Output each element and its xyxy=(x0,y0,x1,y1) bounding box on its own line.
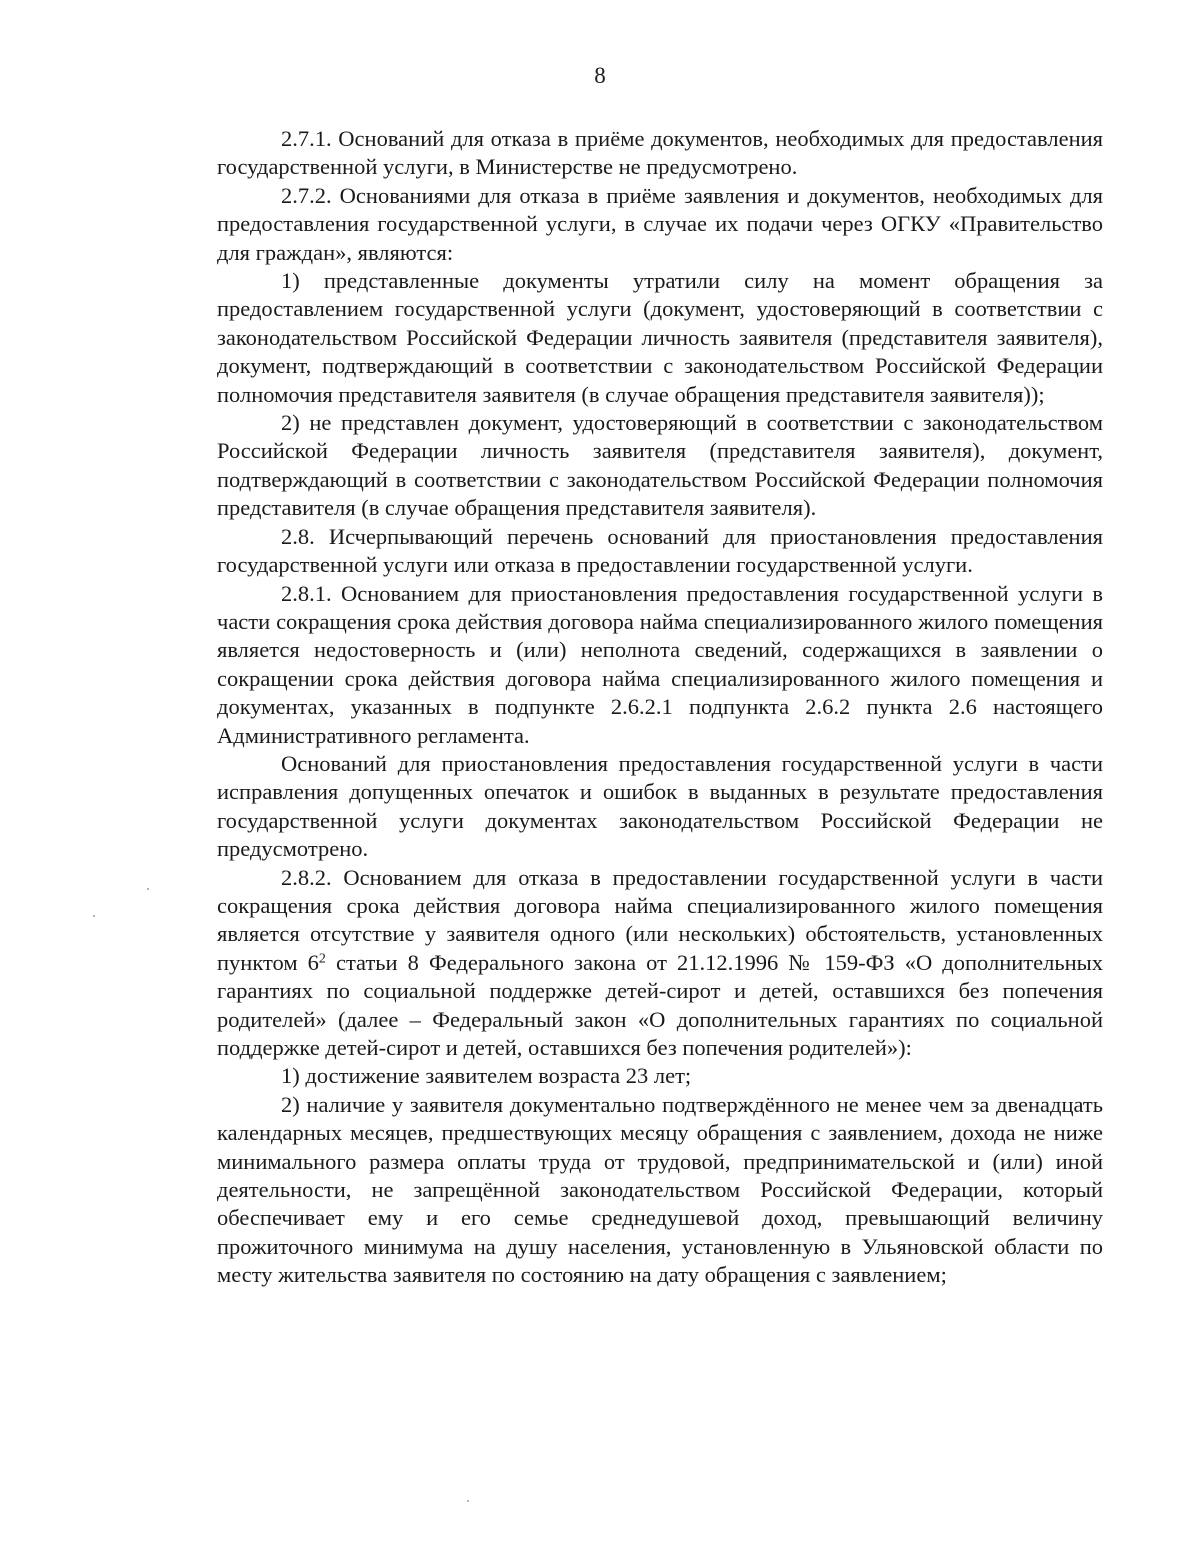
paragraph-2-7-2: 2.7.2. Основаниями для отказа в приёме заявления и документов, необходимых для предоставления государственной услуги, в случае их подачи через ОГКУ «Правительство для граждан», являются: xyxy=(217,182,1103,265)
scan-speck xyxy=(93,915,95,917)
paragraph-2-8-1: 2.8.1. Основанием для приостановления предоставления государственной услуги в части сокращения срока действия договора найма специализированного жилого помещения является недостоверность и (или) неполнота сведений, содержащихся в заявлении о сокращении срока действия договора найма специализированного жилого помещения и документах, указанных в подпункте 2.6.2.1 подпункта 2.6.2 пункта 2.6 настоящего Административного регламента. xyxy=(217,580,1103,748)
scan-speck xyxy=(147,888,149,890)
paragraph-2-8: 2.8. Исчерпывающий перечень оснований для приостановления предоставления государственной услуги или отказа в предоставлении государственной услуги. xyxy=(217,523,1103,578)
paragraph-2-8-2 xyxy=(217,864,1103,1063)
condition-item-2: 2) наличие у заявителя документально подтверждённого не менее чем за двенадцать календарных месяцев, предшествующих месяцу обращения с заявлением, дохода не ниже минимального размера оплаты труда от трудовой, предпринимательской и (или) иной деятельности, не запрещённой законодательством Российской Федерации, который обеспечивает ему и его семье среднедушевой доход, превышающий величину прожиточного минимума на душу населения, установленную в Ульяновской области по месту жительства заявителя по состоянию на дату обращения с заявлением; xyxy=(217,1091,1103,1288)
condition-item-1: 1) достижение заявителем возраста 23 лет; xyxy=(281,1063,692,1089)
document-body xyxy=(217,125,1103,1290)
paragraph-2-8-2-text-b: статьи 8 Федерального закона от 21.12.1996 № 159-ФЗ «О дополнительных гарантиях по социальной поддержке детей-сирот и детей, оставшихся без попечения родителей» (далее – Федеральный закон «О дополнительных гарантиях по социальной поддержке детей-сирот и детей, оставшихся без попечения родителей»): xyxy=(217,949,1103,1060)
list-item-1: 1) представленные документы утратили силу на момент обращения за предоставлением государственной услуги (документ, удостоверяющий в соответствии с законодательством Российской Федерации личность заявителя (представителя заявителя), документ, подтверждающий в соответствии с законодательством Российской Федерации полномочия представителя заявителя (в случае обращения представителя заявителя)); xyxy=(217,268,1103,407)
page-number: 8 xyxy=(594,63,606,88)
superscript-2: 2 xyxy=(318,951,326,967)
paragraph-2-7-1: 2.7.1. Оснований для отказа в приёме документов, необходимых для предоставления государственной услуги, в Министерстве не предусмотрено. xyxy=(217,126,1103,180)
scan-speck xyxy=(467,1500,469,1502)
list-item-2: 2) не представлен документ, удостоверяющий в соответствии с законодательством Российской Федерации личность заявителя (представителя заявителя), документ, подтверждающий в соответствии с законодательством Российской Федерации полномочия представителя (в случае обращения представителя заявителя). xyxy=(217,410,1103,521)
paragraph-no-suspension: Оснований для приостановления предоставления государственной услуги в части исправления допущенных опечаток и ошибок в выданных в результате предоставления государственной услуги документах законодательством Российской Федерации не предусмотрено. xyxy=(217,750,1103,862)
paragraph-2-8-2-text-a: 2.8.2. Основанием для отказа в предоставлении государственной услуги в части сокращения срока действия договора найма специализированного жилого помещения является отсутствие у заявителя одного (или нескольких) обстоятельств, установленных пунктом 6 xyxy=(217,864,1103,975)
